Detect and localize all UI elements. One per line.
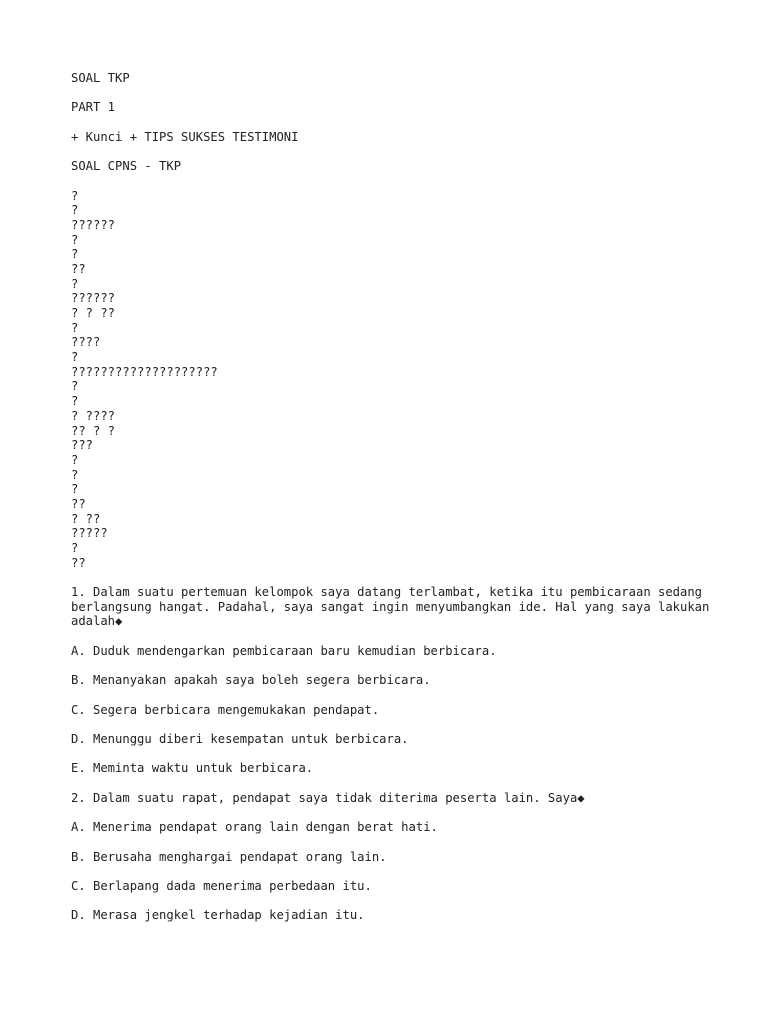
garbled-line: ? [71,379,79,394]
question-1 [71,585,717,776]
garbled-line: ? [71,482,79,497]
answer-option: B. Menanyakan apakah saya boleh segera berbicara. [71,673,431,688]
answer-option: B. Berusaha menghargai pendapat orang lain. [71,849,387,864]
answer-option: D. Merasa jengkel terhadap kejadian itu. [71,908,365,923]
garbled-line: ? ???? [71,408,116,423]
garbled-line: ? [71,232,79,247]
garbled-line: ?? [71,555,86,570]
garbled-line: ? [71,188,79,203]
garbled-line: ? [71,467,79,482]
garbled-line: ? [71,452,79,467]
question-text: 2. Dalam suatu rapat, pendapat saya tidak diterima peserta lain. Saya◆ [71,790,585,805]
question-text: 1. Dalam suatu pertemuan kelompok saya datang terlambat, ketika itu pembicaraan sedang berlangsung hangat. Padahal, saya sangat ingin menyumbangkan ide. Hal yang saya lakukan adalah◆ [71,585,717,629]
garbled-line: ?????? [71,291,116,306]
garbled-line: ? [71,247,79,262]
garbled-line: ? [71,203,79,218]
garbled-line: ?? [71,496,86,511]
garbled-line: ?????? [71,217,116,232]
question-2 [71,791,711,923]
garbled-line: ? [71,350,79,365]
garbled-line: ? [71,541,79,555]
document-page [71,71,717,923]
doc-category: SOAL CPNS - TKP [71,159,182,174]
garbled-line: ???? [71,335,101,350]
garbled-line: ???????????????????? [71,364,218,379]
doc-part: PART 1 [71,100,116,115]
answer-option: C. Segera berbicara mengemukakan pendapat. [71,702,380,717]
garbled-line: ??? [71,438,94,453]
answer-option: C. Berlapang dada menerima perbedaan itu. [71,878,372,893]
doc-subtitle: + Kunci + TIPS SUKSES TESTIMONI [71,129,299,144]
doc-title: SOAL TKP [71,71,130,85]
garbled-line: ? [71,394,79,409]
answer-option: E. Meminta waktu untuk berbicara. [71,761,314,776]
garbled-block [71,189,711,571]
garbled-line: ? ?? [71,511,101,526]
answer-option: A. Menerima pendapat orang lain dengan berat hati. [71,820,438,835]
garbled-line: ?? [71,261,86,276]
garbled-line: ?? ? ? [71,423,116,438]
answer-option: D. Menunggu diberi kesempatan untuk berbicara. [71,731,409,746]
garbled-line: ????? [71,526,108,541]
garbled-line: ? [71,320,79,335]
garbled-line: ? [71,276,79,291]
garbled-line: ? ? ?? [71,306,116,320]
answer-option: A. Duduk mendengarkan pembicaraan baru kemudian berbicara. [71,643,497,658]
